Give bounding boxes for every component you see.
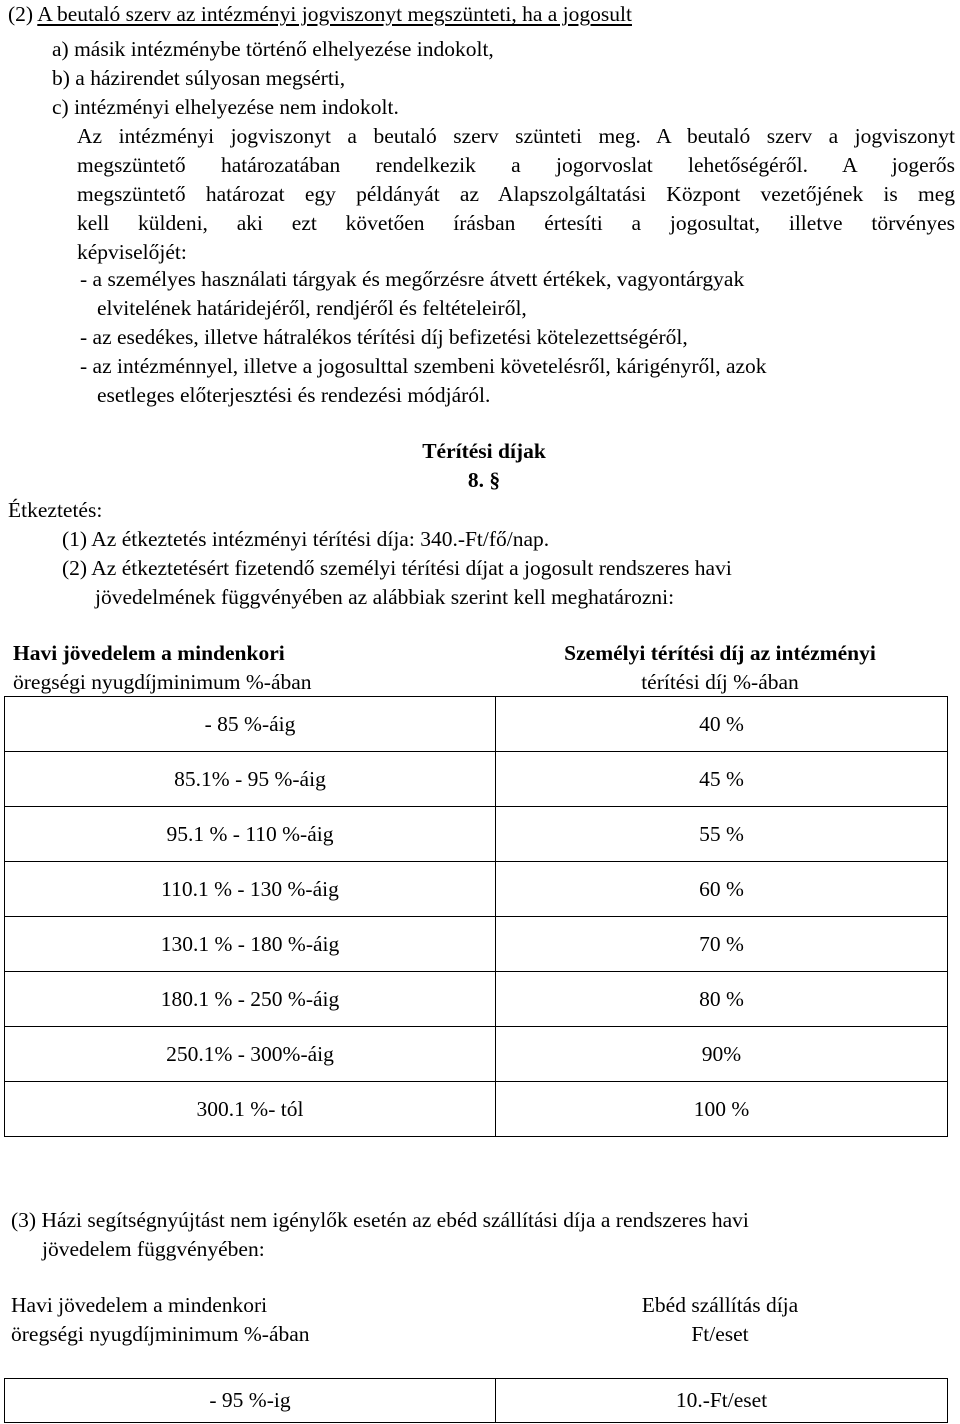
table1-header-right-line1: Személyi térítési díj az intézményi	[564, 641, 876, 665]
section3-line2: jövedelem függvényében:	[42, 1237, 265, 1261]
fees-paragraph-2-line: jövedelmének függvényében az alábbiak szerint kell meghatározni:	[95, 585, 675, 609]
income-range-cell: - 95 %-ig	[5, 1379, 496, 1423]
fees-subtitle: Étkeztetés:	[8, 498, 103, 522]
fees-paragraph-2-line: (2) Az étkeztetésért fizetendő személyi térítési díjat a jogosult rendszeres havi	[62, 556, 732, 580]
table-row	[5, 1027, 948, 1082]
fee-percent-cell: 90%	[496, 1027, 948, 1082]
section2-item-c: c) intézményi elhelyezése nem indokolt.	[52, 95, 399, 119]
section2-item-a: a) másik intézménybe történő elhelyezése indokolt,	[52, 37, 494, 61]
fees-title: Térítési díjak	[422, 439, 546, 463]
section2-bullet: - az intézménnyel, illetve a jogosulttal szembeni követelésről, kárigényről, azok	[80, 354, 767, 378]
fees-paragraph-1: (1) Az étkeztetés intézményi térítési díja: 340.-Ft/fő/nap.	[62, 527, 550, 551]
section2-bullet-continuation: elvitelének határidejéről, rendjéről és feltételeiről,	[97, 296, 527, 320]
section2-paragraph-line: kell küldeni, aki ezt követően írásban értesíti a jogosultat, illetve törvényes	[77, 211, 955, 235]
income-range-cell: 250.1% - 300%-áig	[5, 1027, 496, 1082]
income-range-cell: 95.1 % - 110 %-áig	[5, 807, 496, 862]
delivery-fee-cell: 10.-Ft/eset	[496, 1379, 948, 1423]
table2-header-right-line1: Ebéd szállítás díja	[641, 1293, 799, 1317]
income-range-cell: - 85 %-áig	[5, 697, 496, 752]
table1-header-right-line2: térítési díj %-ában	[641, 670, 799, 694]
income-range-cell: 110.1 % - 130 %-áig	[5, 862, 496, 917]
table-row	[5, 752, 948, 807]
table-row	[5, 972, 948, 1027]
table-row	[5, 807, 948, 862]
section2-heading	[8, 0, 632, 29]
section2-paragraph-line: megszüntető határozat egy példányát az Alapszolgáltatási Központ vezetőjének is meg	[77, 182, 955, 206]
section2-paragraph-line: megszüntető határozatában rendelkezik a jogorvoslat lehetőségéről. A jogerős	[77, 153, 955, 177]
fee-table	[4, 696, 948, 1137]
fee-percent-cell: 70 %	[496, 917, 948, 972]
fee-percent-cell: 100 %	[496, 1082, 948, 1137]
income-range-cell: 85.1% - 95 %-áig	[5, 752, 496, 807]
fee-percent-cell: 80 %	[496, 972, 948, 1027]
table2-header-left-line2: öregségi nyugdíjminimum %-ában	[11, 1322, 310, 1346]
section2-heading-text: A beutaló szerv az intézményi jogviszonyt megszünteti, ha a jogosult	[37, 2, 632, 26]
table2-header-left-line1: Havi jövedelem a mindenkori	[11, 1293, 268, 1317]
table-row	[5, 1082, 948, 1137]
fees-section-number: 8. §	[467, 468, 501, 492]
delivery-fee-table	[4, 1378, 948, 1423]
section2-paragraph-line: Az intézményi jogviszonyt a beutaló szerv szünteti meg. A beutaló szerv a jogviszonyt	[77, 124, 955, 148]
fee-percent-cell: 55 %	[496, 807, 948, 862]
section2-bullet: - az esedékes, illetve hátralékos térítési díj befizetési kötelezettségéről,	[80, 325, 688, 349]
table1-header-left-line1: Havi jövedelem a mindenkori	[13, 641, 285, 665]
table-row	[5, 1379, 948, 1423]
income-range-cell: 130.1 % - 180 %-áig	[5, 917, 496, 972]
fee-percent-cell: 45 %	[496, 752, 948, 807]
fee-percent-cell: 60 %	[496, 862, 948, 917]
table-row	[5, 862, 948, 917]
table-row	[5, 917, 948, 972]
section2-item-b: b) a házirendet súlyosan megsérti,	[52, 66, 346, 90]
section2-paragraph-line: képviselőjét:	[77, 240, 187, 264]
fee-percent-cell: 40 %	[496, 697, 948, 752]
table-row	[5, 697, 948, 752]
income-range-cell: 180.1 % - 250 %-áig	[5, 972, 496, 1027]
section2-bullet-continuation: esetleges előterjesztési és rendezési módjáról.	[97, 383, 491, 407]
table1-header-left-line2: öregségi nyugdíjminimum %-ában	[13, 670, 312, 694]
section2-bullet: - a személyes használati tárgyak és megőrzésre átvett értékek, vagyontárgyak	[80, 267, 745, 291]
section3-line1: (3) Házi segítségnyújtást nem igénylők esetén az ebéd szállítási díja a rendszeres havi	[11, 1208, 749, 1232]
section2-prefix: (2)	[8, 2, 34, 26]
table2-header-right-line2: Ft/eset	[691, 1322, 749, 1346]
income-range-cell: 300.1 %- tól	[5, 1082, 496, 1137]
